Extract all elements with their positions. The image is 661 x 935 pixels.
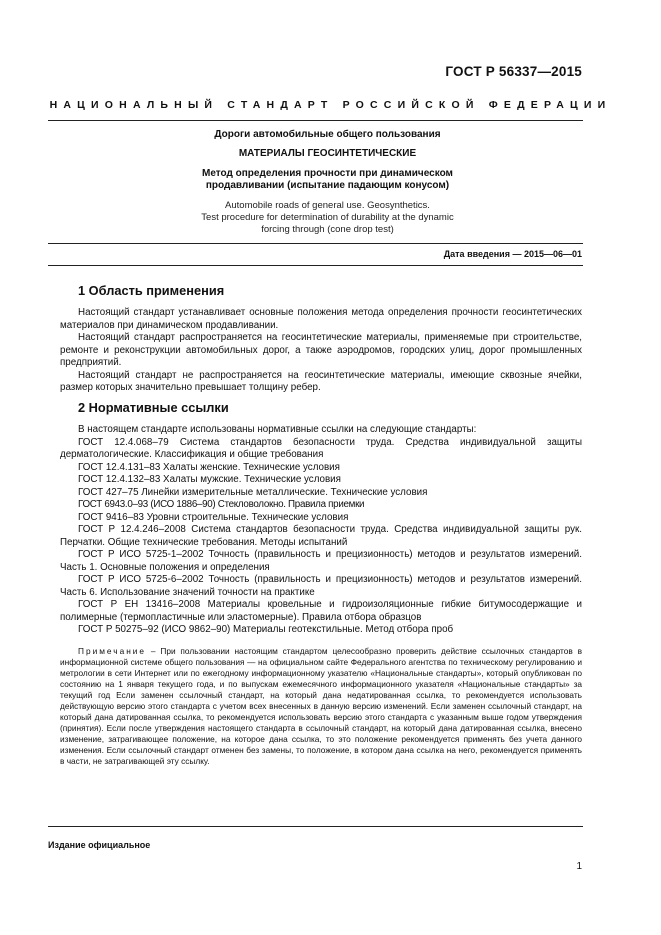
note-text: – При пользовании настоящим стандартом целесообразно проверить действие ссылочных стандартов в информационной системе общего пользования — на официальном сайте Федерального агентства по техническому регулированию и метрологии в сети Интернет или по ежегодному информационному указателю «Национальные стандарты», который опубликован по состоянию на 1 января текущего года, и по выпускам ежемесячного информационного указателя «Национальные стандарты» за текущий год Если заменен ссылочный стандарт, на который дана недатированная ссылка, то рекомендуется использовать действующую версию этого стандарта с учетом всех внесенных в данную версию изменений. Если заменен ссылочный стандарт, на который дана датированная ссылка, то рекомендуется использовать версию этого стандарта с указанным выше годом утверждения (принятия). Если после утверждения настоящего стандарта в ссылочный стандарт, на который дана датированная ссылка, внесено изменение, затрагивающее положение, на которое дана ссылка, то это положение рекомендуется применять без учета данного изменения. Если ссылочный стандарт отменен без замены, то положение, в котором дана ссылка на него, рекомендуется применять в части, не затрагивающей эту ссылку.	[60, 646, 582, 766]
paragraph: Настоящий стандарт распространяется на геосинтетические материалы, применяемые при строительстве, ремонте и реконструкции автомобильных дорог, а также аэродромов, городских улиц, дорог промышленных предприятий.	[60, 332, 582, 368]
divider	[48, 243, 583, 244]
reference-item: ГОСТ Р 50275–92 (ИСО 9862–90) Материалы геотекстильные. Метод отбора проб	[78, 624, 454, 635]
note-label: Примечание	[78, 646, 147, 656]
divider	[48, 265, 583, 266]
title-materials: МАТЕРИАЛЫ ГЕОСИНТЕТИЧЕСКИЕ	[238, 148, 417, 159]
reference-item: ГОСТ 12.4.132–83 Халаты мужские. Технические условия	[78, 474, 341, 485]
title-roads: Дороги автомобильные общего пользования	[214, 129, 441, 140]
edition-label: Издание официальное	[48, 840, 151, 850]
note	[60, 646, 582, 767]
reference-item: ГОСТ 12.4.068–79 Система стандартов безопасности труда. Средства индивидуальной защиты дерматологические. Классификация и общие требования	[60, 436, 582, 460]
reference-item: ГОСТ 9416–83 Уровни строительные. Технические условия	[78, 511, 349, 523]
section-heading-text: 2 Нормативные ссылки	[78, 400, 229, 415]
reference-item: ГОСТ Р ЕН 13416–2008 Материалы кровельные и гидроизоляционные гибкие битумосодержащие и полимерные (термопластичные или эластомерные). Правила отбора образцов	[60, 599, 582, 623]
section-2-heading	[60, 402, 582, 415]
title-english-line: Test procedure for determination of durability at the dynamic	[201, 212, 454, 223]
title-english-line: forcing through (cone drop test)	[261, 224, 394, 235]
section-2-body	[60, 424, 582, 637]
reference-item: ГОСТ Р ИСО 5725-6–2002 Точность (правильность и прецизионность) методов и результатов измерений. Часть 6. Использование значений точности на практике	[60, 574, 582, 598]
reference-item: ГОСТ 12.4.131–83 Халаты женские. Технические условия	[78, 461, 340, 473]
divider	[48, 120, 583, 121]
reference-item: ГОСТ Р ИСО 5725-1–2002 Точность (правильность и прецизионность) методов и результатов измерений. Часть 1. Основные положения и определения	[60, 549, 582, 573]
paragraph: В настоящем стандарте использованы нормативные ссылки на следующие стандарты:	[78, 424, 477, 435]
reference-item: ГОСТ Р 12.4.246–2008 Система стандартов безопасности труда. Средства индивидуальной защиты рук. Перчатки. Общие технические требования. Методы испытаний	[60, 524, 582, 548]
title-method	[60, 168, 595, 192]
paragraph: Настоящий стандарт устанавливает основные положения метода определения прочности геосинтетических материалов при динамическом продавливании.	[60, 307, 582, 331]
gost-number: ГОСТ Р 56337—2015	[445, 64, 582, 79]
paragraph: Настоящий стандарт не распространяется на геосинтетические материалы, имеющие сквозные ячейки, размер которых значительно превышает толщину ребер.	[60, 369, 582, 393]
page-number: 1	[576, 861, 582, 872]
title-method-line: продавливании (испытание падающим конусом)	[205, 180, 450, 191]
national-standard-title: НАЦИОНАЛЬНЫЙ СТАНДАРТ РОССИЙСКОЙ ФЕДЕРАЦИИ	[49, 99, 612, 111]
note-paragraph	[60, 646, 582, 767]
title-english-line: Automobile roads of general use. Geosynthetics.	[225, 200, 430, 211]
title-english	[60, 200, 595, 236]
section-heading-text: 1 Область применения	[78, 283, 225, 298]
intro-date: Дата введения — 2015—06—01	[443, 249, 582, 259]
reference-item: ГОСТ 427–75 Линейки измерительные металлические. Технические условия	[78, 486, 428, 498]
section-1-body	[60, 307, 582, 395]
title-method-line: Метод определения прочности при динамическом	[202, 168, 453, 179]
divider	[48, 826, 583, 827]
reference-item: ГОСТ 6943.0–93 (ИСО 1886–90) Стекловолокно. Правила приемки	[78, 499, 365, 510]
section-1-heading	[60, 285, 582, 298]
